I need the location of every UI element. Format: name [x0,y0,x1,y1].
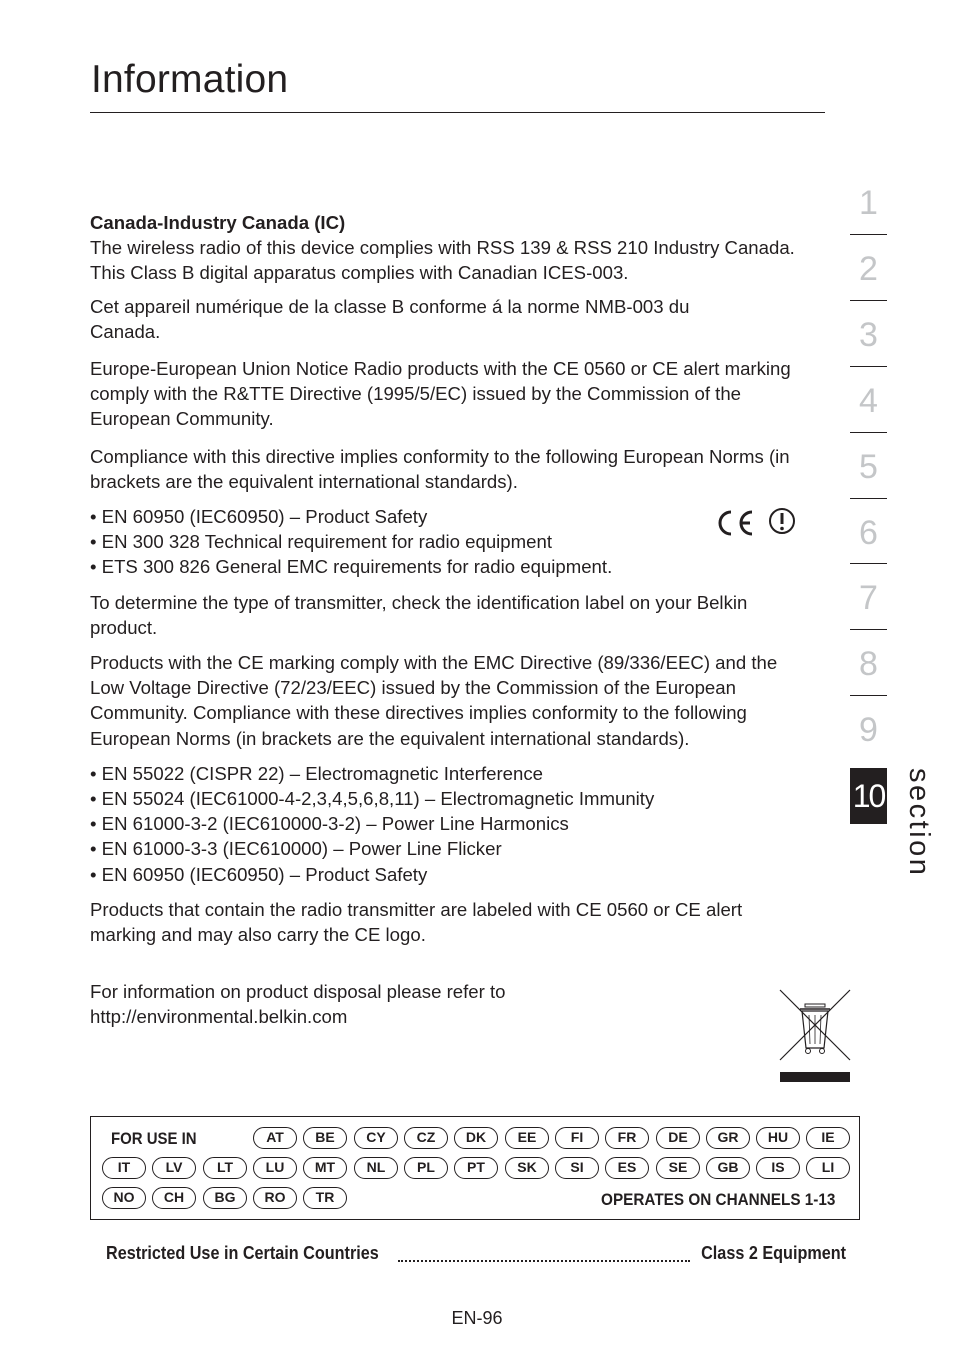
canada-heading: Canada-Industry Canada (IC) [90,212,346,233]
country-badge: GR [706,1127,750,1149]
country-badge: BE [303,1127,347,1149]
restricted-use-label: Restricted Use in Certain Countries [106,1243,379,1263]
country-badge: CH [152,1187,196,1209]
country-badge: ES [605,1157,649,1179]
country-badge: DE [656,1127,700,1149]
section-nav-item-3[interactable]: 3 [859,315,878,354]
nav-divider [850,695,887,696]
nav-divider [850,432,887,433]
compliance-text: Compliance with this directive implies conformity to the following European Norms (in brackets are the equivalent international standards). [90,445,790,492]
list-item: • EN 61000-3-2 (IEC610000-3-2) – Power Line Harmonics [90,813,569,835]
section-nav-item-5[interactable]: 5 [859,447,878,486]
nav-divider [850,563,887,564]
list-item: • EN 55022 (CISPR 22) – Electromagnetic Interference [90,762,543,784]
dot-leader [398,1260,690,1262]
canada-text: The wireless radio of this device complies with RSS 139 & RSS 210 Industry Canada. This Class B digital apparatus complies with Canadian ICES-003. [90,237,795,284]
main-content [90,210,810,1040]
disposal-url: http://environmental.belkin.com [90,1006,348,1028]
section-nav-item-1[interactable]: 1 [859,183,878,222]
country-badge: HU [756,1127,800,1149]
transmitter-text: To determine the type of transmitter, check the identification label on your Belkin product. [90,591,748,638]
list-item: • EN 60950 (IEC60950) – Product Safety [90,506,428,528]
country-badge: IS [756,1157,800,1179]
country-badge: BG [203,1187,247,1209]
disposal-section [90,979,810,1029]
country-badge: CY [354,1127,398,1149]
country-badge: TR [303,1187,347,1209]
country-badge: CZ [404,1127,448,1149]
ce-alert-mark-icon [712,507,798,539]
restriction-line [106,1243,846,1267]
country-badge: LT [203,1157,247,1179]
country-badge: PL [404,1157,448,1179]
country-badge: FR [605,1127,649,1149]
canada-section [90,210,810,286]
section-nav-item-4[interactable]: 4 [859,381,878,420]
list-item: • ETS 300 826 General EMC requirements for radio equipment. [90,556,613,578]
country-badge: DK [454,1127,498,1149]
for-use-label: FOR USE IN [111,1129,197,1148]
country-badge: NL [354,1157,398,1179]
section-nav-item-6[interactable]: 6 [859,513,878,552]
nav-divider [850,234,887,235]
country-badge: LV [152,1157,196,1179]
section-nav-item-7[interactable]: 7 [859,578,878,617]
crossed-out-wheelie-bin-icon [778,988,852,1084]
country-badge: PT [454,1157,498,1179]
country-badge: FI [555,1127,599,1149]
country-badge: RO [253,1187,297,1209]
country-badge: NO [102,1187,146,1209]
class-equipment-label: Class 2 Equipment [701,1243,846,1263]
country-badge: LI [806,1157,850,1179]
country-badge: SE [656,1157,700,1179]
country-badge: SI [555,1157,599,1179]
country-badge: IT [102,1157,146,1179]
country-badge: AT [253,1127,297,1149]
list-item: • EN 55024 (IEC61000-4-2,3,4,5,6,8,11) – Electromagnetic Immunity [90,788,655,810]
page-number: EN-96 [451,1308,503,1328]
nav-divider [850,300,887,301]
page-title: Information [91,58,289,101]
nav-divider [850,498,887,499]
norms-list-2 [90,761,810,887]
canada-french-text: Cet appareil numérique de la classe B conforme á la norme NMB-003 du Canada. [90,295,690,342]
country-badge: GB [706,1157,750,1179]
country-badge: IE [806,1127,850,1149]
section-nav-item-2[interactable]: 2 [859,249,878,288]
country-badge: LU [253,1157,297,1179]
country-badge: SK [505,1157,549,1179]
country-badge: EE [505,1127,549,1149]
nav-divider [850,629,887,630]
section-label: section [903,768,935,878]
spacer [90,957,810,979]
list-item: • EN 61000-3-3 (IEC610000) – Power Line Flicker [90,838,502,860]
operates-channels-label: OPERATES ON CHANNELS 1-13 [600,1190,835,1209]
nav-divider [850,366,887,367]
radio-label-text: Products that contain the radio transmitter are labeled with CE 0560 or CE alert marking and may also carry the CE logo. [90,898,743,946]
section-nav-item-9[interactable]: 9 [859,710,878,749]
ce-marking-text: Products with the CE marking comply with the EMC Directive (89/336/EEC) and the Low Voltage Directive (72/23/EEC) issued by the Commission of the European Community. Compliance with these directives implies conformity to the following European Norms (in brackets are the equivalent international standards). [90,652,778,749]
title-divider [90,112,825,113]
norms-list-1 [90,504,810,580]
list-item: • EN 60950 (IEC60950) – Product Safety [90,863,428,885]
list-item: • EN 300 328 Technical requirement for radio equipment [90,531,552,553]
section-nav-item-8[interactable]: 8 [859,644,878,683]
country-badge: MT [303,1157,347,1179]
country-usage-box [90,1116,860,1220]
disposal-text: For information on product disposal please refer to [90,981,506,1003]
europe-text: Europe-European Union Notice Radio products with the CE 0560 or CE alert marking comply with the R&TTE Directive (1995/5/EC) issued by the Commission of the European Community. [90,358,791,430]
section-nav-item-10[interactable]: 10 [850,768,887,824]
